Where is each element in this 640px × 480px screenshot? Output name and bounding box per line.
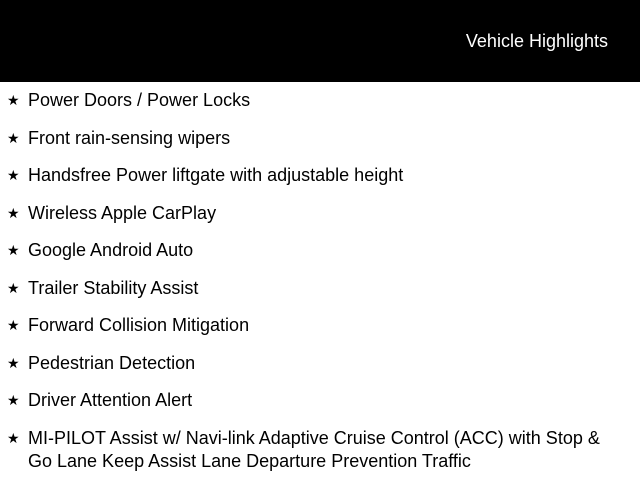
star-icon: ★ bbox=[7, 429, 20, 446]
star-icon: ★ bbox=[7, 92, 20, 108]
list-item bbox=[0, 239, 640, 277]
list-item-label: Wireless Apple CarPlay bbox=[28, 202, 217, 223]
star-icon: ★ bbox=[7, 167, 20, 183]
list-item-label: Trailer Stability Assist bbox=[28, 277, 199, 298]
list-item-label: Pedestrian Detection bbox=[28, 352, 196, 373]
star-icon: ★ bbox=[7, 129, 20, 146]
list-item-label: Driver Attention Alert bbox=[28, 390, 193, 410]
star-icon: ★ bbox=[7, 279, 20, 296]
star-icon: ★ bbox=[7, 242, 20, 258]
list-item bbox=[0, 202, 640, 240]
header-bar bbox=[0, 0, 640, 82]
list-item-label: Power Doors / Power Locks bbox=[28, 90, 251, 110]
list-item bbox=[0, 277, 640, 315]
list-item-label: Front rain-sensing wipers bbox=[28, 127, 231, 148]
list-item bbox=[0, 352, 640, 390]
list-item-label: Forward Collision Mitigation bbox=[28, 315, 250, 335]
star-icon: ★ bbox=[7, 317, 20, 333]
highlights-list bbox=[0, 89, 640, 473]
list-item-label: Handsfree Power liftgate with adjustable height bbox=[28, 165, 404, 185]
star-icon: ★ bbox=[7, 392, 20, 408]
list-item bbox=[0, 389, 640, 427]
list-item bbox=[0, 164, 640, 202]
list-item bbox=[0, 89, 640, 127]
star-icon: ★ bbox=[7, 204, 20, 221]
list-item bbox=[0, 314, 640, 352]
list-item-label: MI-PILOT Assist w/ Navi-link Adaptive Cruise Control (ACC) with Stop & Go Lane Keep Assist Lane Departure Prevention Traffic bbox=[28, 427, 600, 471]
star-icon: ★ bbox=[7, 354, 20, 371]
page-title: Vehicle Highlights bbox=[465, 31, 608, 51]
list-item bbox=[0, 127, 640, 165]
list-item-label: Google Android Auto bbox=[28, 240, 194, 260]
list-item bbox=[0, 427, 640, 473]
